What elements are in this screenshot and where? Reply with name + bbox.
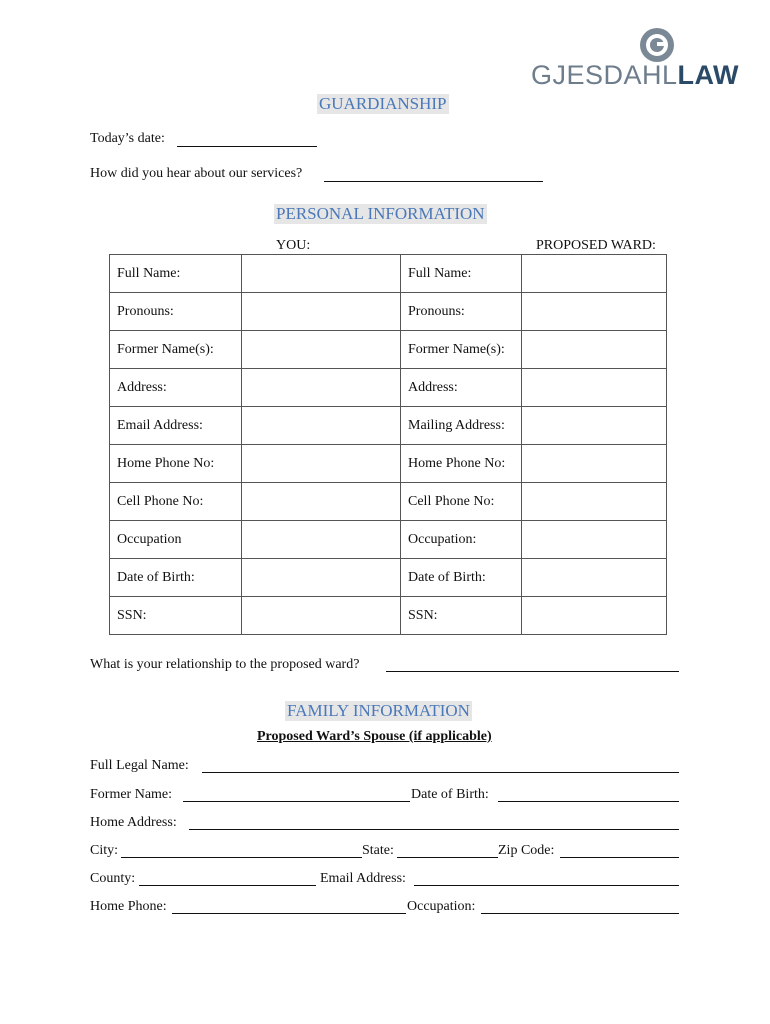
- personal-info-row: [110, 407, 667, 445]
- you-field-input[interactable]: [242, 445, 401, 483]
- home-phone-label: Home Phone:: [90, 899, 167, 914]
- home-address-field[interactable]: [189, 829, 679, 830]
- spouse-occupation-field[interactable]: [481, 913, 679, 914]
- you-field-input[interactable]: [242, 255, 401, 293]
- ward-field-input[interactable]: [522, 597, 667, 635]
- home-address-label: Home Address:: [90, 815, 177, 830]
- ward-field-label: Full Name:: [401, 255, 522, 293]
- personal-info-row: [110, 483, 667, 521]
- personal-info-row: [110, 331, 667, 369]
- zip-label: Zip Code:: [498, 843, 555, 858]
- you-field-input[interactable]: [242, 483, 401, 521]
- you-field-input[interactable]: [242, 407, 401, 445]
- ward-field-label: Cell Phone No:: [401, 483, 522, 521]
- hear-about-field[interactable]: [324, 181, 543, 182]
- ward-field-input[interactable]: [522, 255, 667, 293]
- spouse-email-field[interactable]: [414, 885, 679, 886]
- you-field-input[interactable]: [242, 559, 401, 597]
- page-title: GUARDIANSHIP: [319, 94, 447, 113]
- personal-info-row: [110, 445, 667, 483]
- ward-field-input[interactable]: [522, 521, 667, 559]
- firm-logo-text: [531, 60, 739, 91]
- ward-field-input[interactable]: [522, 293, 667, 331]
- ward-field-label: Former Name(s):: [401, 331, 522, 369]
- you-field-label: Full Name:: [110, 255, 242, 293]
- full-legal-name-field[interactable]: [202, 772, 679, 773]
- state-field[interactable]: [397, 857, 498, 858]
- personal-info-row: [110, 369, 667, 407]
- you-field-input[interactable]: [242, 293, 401, 331]
- ward-field-input[interactable]: [522, 331, 667, 369]
- ward-field-label: Pronouns:: [401, 293, 522, 331]
- you-column-label: YOU:: [276, 238, 311, 253]
- county-field[interactable]: [139, 885, 316, 886]
- city-label: City:: [90, 843, 119, 858]
- you-field-label: Cell Phone No:: [110, 483, 242, 521]
- personal-info-row: [110, 255, 667, 293]
- former-name-field[interactable]: [183, 801, 410, 802]
- ward-field-input[interactable]: [522, 445, 667, 483]
- full-legal-name-label: Full Legal Name:: [90, 758, 189, 773]
- hear-about-label: How did you hear about our services?: [90, 166, 303, 181]
- ward-field-label: SSN:: [401, 597, 522, 635]
- personal-info-row: [110, 597, 667, 635]
- personal-info-row: [110, 559, 667, 597]
- ward-field-label: Home Phone No:: [401, 445, 522, 483]
- logo-text-bold: LAW: [677, 60, 740, 90]
- ward-field-label: Mailing Address:: [401, 407, 522, 445]
- todays-date-label: Today’s date:: [90, 131, 165, 146]
- zip-field[interactable]: [560, 857, 679, 858]
- you-field-label: Occupation: [110, 521, 242, 559]
- you-field-label: Former Name(s):: [110, 331, 242, 369]
- you-field-label: Pronouns:: [110, 293, 242, 331]
- ward-field-input[interactable]: [522, 407, 667, 445]
- logo-text-light: GJESDAHL: [531, 60, 678, 90]
- todays-date-field[interactable]: [177, 146, 317, 147]
- ward-field-label: Address:: [401, 369, 522, 407]
- you-field-input[interactable]: [242, 597, 401, 635]
- you-field-label: Home Phone No:: [110, 445, 242, 483]
- ward-column-label: PROPOSED WARD:: [536, 238, 656, 253]
- ward-field-input[interactable]: [522, 369, 667, 407]
- personal-info-row: [110, 293, 667, 331]
- state-label: State:: [362, 843, 394, 858]
- home-phone-field[interactable]: [172, 913, 406, 914]
- you-field-input[interactable]: [242, 521, 401, 559]
- ward-field-input[interactable]: [522, 483, 667, 521]
- personal-info-row: [110, 521, 667, 559]
- spouse-occupation-label: Occupation:: [407, 899, 476, 914]
- ward-field-input[interactable]: [522, 559, 667, 597]
- spouse-dob-label: Date of Birth:: [411, 787, 489, 802]
- spouse-dob-field[interactable]: [498, 801, 679, 802]
- ward-field-label: Date of Birth:: [401, 559, 522, 597]
- ward-field-label: Occupation:: [401, 521, 522, 559]
- personal-info-table: [109, 254, 667, 635]
- spouse-subheading: Proposed Ward’s Spouse (if applicable): [257, 729, 492, 744]
- relationship-field[interactable]: [386, 671, 679, 672]
- you-field-label: Date of Birth:: [110, 559, 242, 597]
- family-info-heading: FAMILY INFORMATION: [287, 701, 470, 720]
- personal-info-heading: PERSONAL INFORMATION: [276, 204, 485, 223]
- you-field-label: Email Address:: [110, 407, 242, 445]
- you-field-label: Address:: [110, 369, 242, 407]
- firm-logo-icon: [640, 28, 674, 62]
- you-field-input[interactable]: [242, 369, 401, 407]
- spouse-email-label: Email Address:: [320, 871, 406, 886]
- former-name-label: Former Name:: [90, 787, 173, 802]
- relationship-label: What is your relationship to the proposed ward?: [90, 657, 360, 672]
- county-label: County:: [90, 871, 136, 886]
- city-field[interactable]: [121, 857, 362, 858]
- you-field-input[interactable]: [242, 331, 401, 369]
- you-field-label: SSN:: [110, 597, 242, 635]
